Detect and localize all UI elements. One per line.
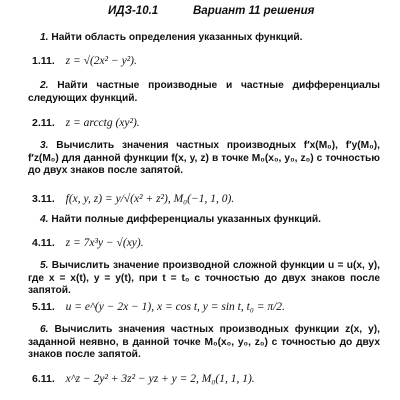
problem-4-11 [32,236,144,250]
variant-title: Вариант 11 решения [193,5,315,17]
task-5 [28,260,380,298]
problem-1-11 [32,54,137,68]
task-text: Вычислить значения частных производных функции z(x, y), заданной неявно, в данной точке M₀(x₀, y₀, z₀) с точностью до двух знаков после запятой. [28,324,380,360]
task-text: Найти область определения указанных функций. [51,32,303,43]
task-text: Найти полные дифференциалы указанных функций. [51,214,321,225]
problem-formula: z = √(2x² − y²). [65,55,137,67]
problem-6-11 [32,372,255,386]
task-6 [28,324,380,362]
assignment-code: ИДЗ-10.1 [108,5,159,17]
task-4 [40,214,321,227]
problem-formula: u = e^(y − 2x − 1), x = cos t, y = sin t, t₀ = π/2. [65,301,285,313]
task-number: 4. [40,214,49,225]
task-2 [28,80,380,105]
task-3 [28,140,380,178]
task-number: 6. [40,324,49,335]
problem-formula: z = arcctg (xy²). [65,117,140,129]
task-number: 5. [40,260,49,271]
task-1 [40,32,302,45]
problem-formula: z = 7x³y − √(xy). [65,237,144,249]
problem-formula: x^z − 2y² + 3z² − yz + y = 2, M₀(1, 1, 1). [65,373,255,385]
problem-number: 5.11. [32,301,55,313]
problem-number: 3.11. [32,193,55,205]
task-text: Вычислить значение производной сложной функции u = u(x, y), где x = x(t), y = y(t), при t = t₀ с точностью до двух знаков после запятой. [28,260,380,296]
task-text: Вычислить значения частных производных f′x(M₀), f′y(M₀), f′z(M₀) для данной функции f(x, y, z) в точке M₀(x₀, y₀, z₀) с точностью до двух знаков после запятой. [28,140,380,176]
problem-3-11 [32,192,234,206]
task-number: 3. [40,140,49,151]
problem-5-11 [32,300,285,314]
task-text: Найти частные производные и частные дифференциалы следующих функций. [28,80,380,104]
problem-number: 6.11. [32,373,55,385]
problem-formula: f(x, y, z) = y/√(x² + z²), M₀(−1, 1, 0). [65,193,235,205]
task-number: 2. [40,80,49,91]
problem-number: 1.11. [32,55,55,67]
problem-number: 2.11. [32,117,55,129]
problem-2-11 [32,116,140,130]
task-number: 1. [40,32,49,43]
problem-number: 4.11. [32,237,55,249]
document-header [0,4,400,22]
